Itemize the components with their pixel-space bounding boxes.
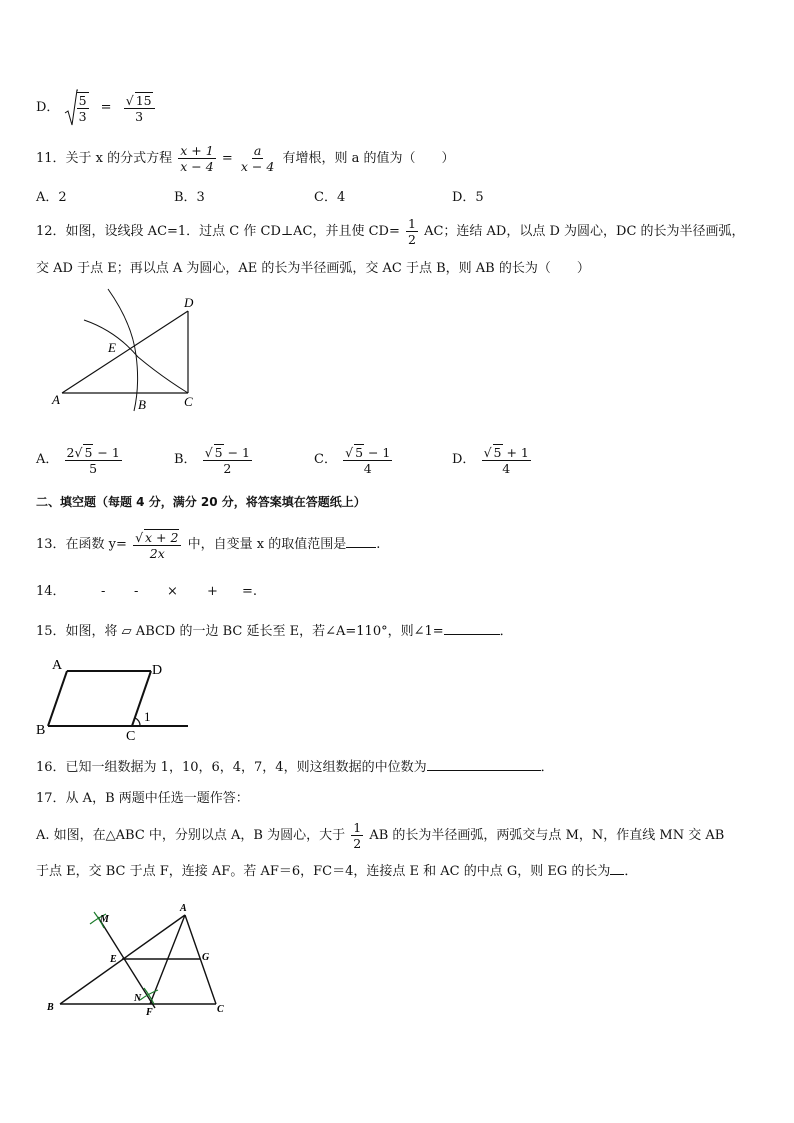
q14-symbol-4: + [207, 584, 218, 599]
q12-option-b: B． $\frac{√ 5 - 1}{2}$ [174, 444, 250, 476]
q11-option-b: B．3 [174, 190, 205, 205]
q10-equals: = [100, 100, 112, 115]
q12-line1: 12．如图，设线段 AC=1．过点 C 作 CD⊥AC，并且使 CD= $\frac{1}{2}$ AC；连结 AD，以点 D 为圆心，DC 的长为半径画弧， [36, 216, 745, 247]
q10-option-d-prefix: D． [36, 100, 60, 115]
q12-half-fraction: $\frac{1}{2}$ [407, 216, 416, 247]
label-b: B [138, 397, 146, 412]
label-e: E [110, 954, 117, 965]
q14-symbol-3: × [167, 584, 178, 599]
q13-question: 13．在函数 y= $\frac{√ x + 2}{2x}$ 中，自变量 x 的取值范围是 . [36, 529, 381, 561]
label-b: B [36, 723, 46, 738]
label-a: A [52, 392, 60, 407]
q11-option-c: C．4 [314, 190, 346, 205]
q16-question: 16．已知一组数据为 1，10，6，4，7，4，则这组数据的中位数为 ． [36, 760, 554, 775]
line-mn [98, 917, 155, 1008]
q11-fraction-left: $\frac{x + 1}{x - 4}$ [180, 143, 214, 174]
angle-1-arc [135, 718, 140, 726]
q13-fraction: $\frac{√ x + 2}{2x}$ [133, 529, 181, 561]
label-one: 1 [144, 709, 151, 724]
q12-option-a: A． $\frac{2√ 5 - 1}{5}$ [36, 444, 120, 476]
label-e: E [108, 340, 116, 355]
label-d: D [184, 295, 194, 310]
q14-symbol-1: - [101, 584, 106, 599]
q12-option-d: D． $\frac{√ 5 + 1}{4}$ [452, 444, 529, 476]
q17-line2: 于点 E，交 BC 于点 F，连接 AF。若 AF＝6，FC＝4，连接点 E 和 AC 的中点 G，则 EG 的长为 ． [36, 864, 638, 879]
q10-frac2-den: 3 [135, 108, 144, 124]
q11-question [36, 141, 455, 177]
q17-line1: A. 如图，在△ABC 中，分别以点 A，B 为圆心，大于 $\frac{1}{2}$ AB 的长为半径画弧，两弧交与点 M，N，作直线 MN 交 AB [36, 820, 725, 851]
q10-sqrt-fraction-left [64, 89, 91, 127]
label-m: M [100, 914, 109, 925]
q17-intro: 17．从 A，B 两题中任选一题作答： [36, 791, 249, 806]
q10-option-d [36, 88, 157, 128]
q14-symbol-5: =. [242, 584, 258, 599]
label-b: B [47, 1002, 54, 1013]
q15-question: 15．如图，将 ▱ ABCD 的一边 BC 延长至 E，若∠A=110°，则∠1= ． [36, 624, 513, 639]
label-c: C [184, 394, 193, 409]
q15-answer-blank[interactable] [444, 634, 500, 635]
q10-frac1-num: 5 [78, 92, 87, 108]
q11-text-a: 11．关于 x 的分式方程 [36, 151, 173, 166]
q14-symbol-2: - [134, 584, 139, 599]
q14-question: 14． [36, 584, 66, 599]
q12-option-c: C． $\frac{√ 5 - 1}{4}$ [314, 444, 391, 476]
q17-answer-blank[interactable] [610, 874, 624, 875]
radical-sign-icon [64, 89, 78, 127]
q17-figure [40, 898, 240, 1023]
q11-text-b: 有增根，则 a 的值为（ ） [282, 151, 455, 166]
q12-figure [50, 285, 210, 415]
label-a: A [52, 658, 63, 673]
label-c: C [126, 729, 136, 744]
q11-option-d: D．5 [452, 190, 484, 205]
label-n: N [134, 993, 142, 1004]
q11-equals: = [221, 151, 233, 166]
q12-line2: 交 AD 于点 E；再以点 A 为圆心，AE 的长为半径画弧，交 AC 于点 B，则 AB 的长为（ ） [36, 261, 590, 276]
label-d: D [152, 663, 163, 678]
label-c: C [217, 1004, 224, 1015]
section-heading-fill-blank: 二、填空题（每题 4 分，满分 20 分，将答案填在答题纸上） [36, 495, 366, 509]
q16-answer-blank[interactable] [427, 770, 541, 771]
q10-fraction-right: $\frac{√ 15}{3}$ [124, 92, 155, 124]
q17-half-fraction: $\frac{1}{2}$ [353, 820, 362, 851]
q13-answer-blank[interactable] [346, 547, 376, 548]
q10-frac1-den: 3 [78, 108, 87, 124]
q10-frac2-num: 15 [135, 92, 152, 108]
q11-fraction-right: $\frac{a}{x - 4}$ [240, 143, 275, 174]
segment-ba [48, 671, 67, 726]
q15-figure [34, 654, 204, 746]
label-g: G [202, 952, 210, 963]
label-a: A [180, 903, 187, 914]
label-f: F [146, 1007, 153, 1018]
q11-option-a: A．2 [36, 190, 67, 205]
